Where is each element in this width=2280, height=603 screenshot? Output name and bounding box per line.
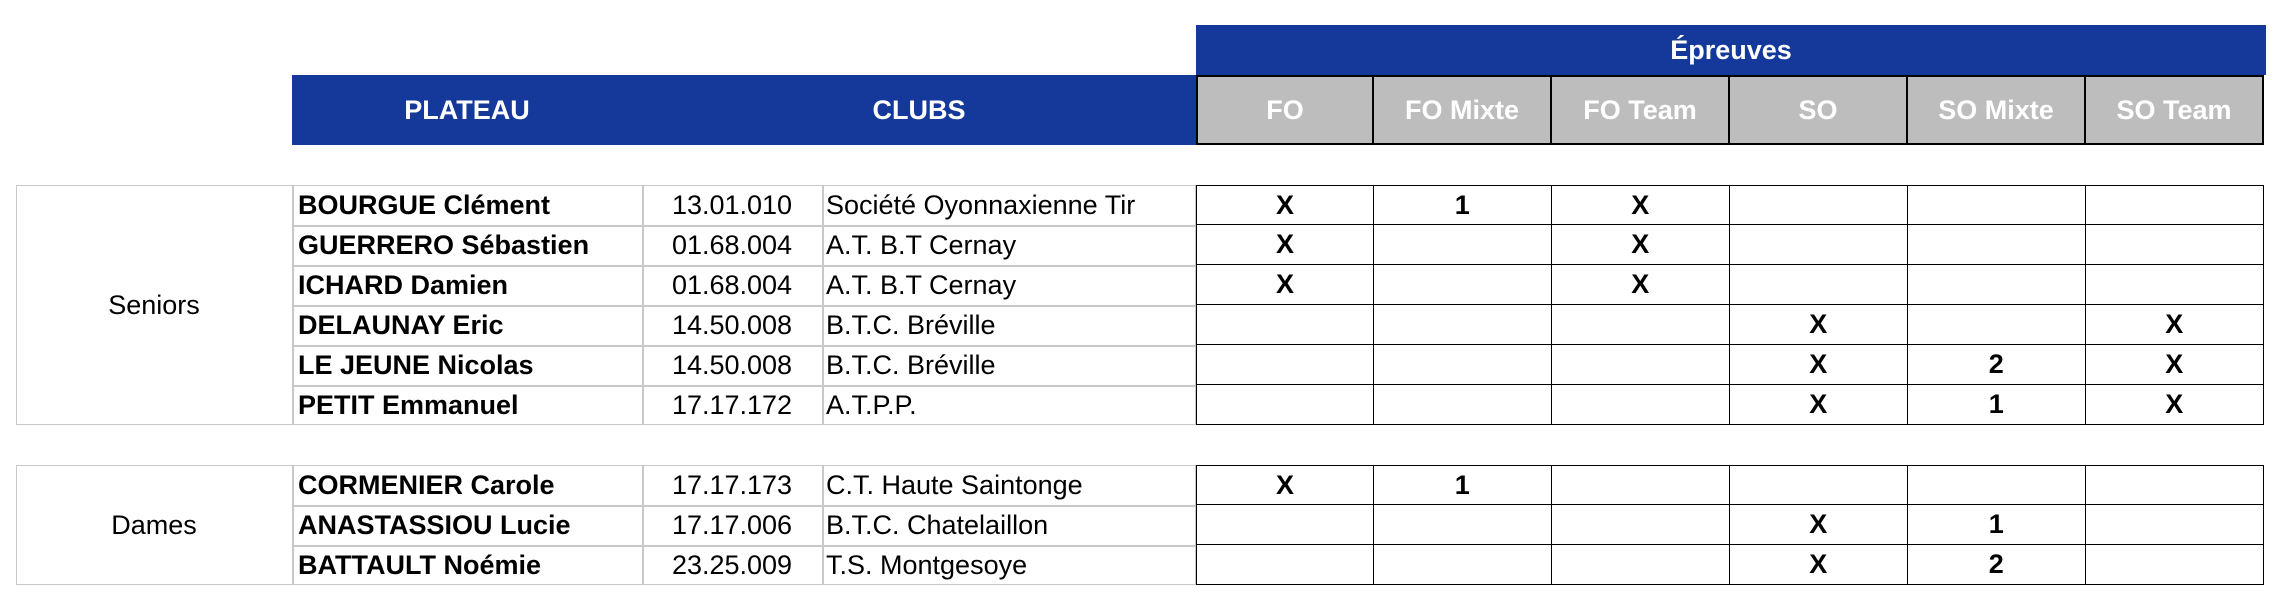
event-mark-cell: [1907, 264, 2087, 306]
event-mark-cell: [1729, 224, 1909, 266]
club-name: B.T.C. Bréville: [826, 309, 996, 340]
license-number: 17.17.173: [671, 469, 793, 500]
event-mark-cell: [1729, 185, 1909, 225]
license-number: 17.17.006: [671, 509, 793, 540]
event-header-cell: [1906, 75, 2086, 145]
competitor-name: DELAUNAY Eric: [298, 309, 504, 340]
event-mark-cell: X: [1196, 264, 1374, 306]
event-header-label: SO Mixte: [1938, 94, 2054, 125]
event-mark-cell: [1373, 344, 1553, 386]
event-mark-cell: [1907, 304, 2087, 346]
event-mark-cell: X: [1551, 185, 1731, 225]
event-mark-cell: [1907, 224, 2087, 266]
event-header-label: SO Team: [2116, 94, 2232, 125]
event-header-label: SO: [1798, 94, 1838, 125]
event-mark-cell: X: [2085, 304, 2265, 346]
event-mark-cell: [2085, 544, 2265, 586]
event-mark-cell: [2085, 504, 2265, 546]
event-mark-cell: [1907, 465, 2087, 505]
event-mark-cell: [1551, 544, 1731, 586]
event-header-cell: [1550, 75, 1730, 145]
event-mark-cell: X: [1729, 304, 1909, 346]
event-mark-cell: [1196, 304, 1374, 346]
license-number: 01.68.004: [671, 269, 793, 300]
event-header-label: FO Team: [1583, 94, 1697, 125]
competitor-name: CORMENIER Carole: [298, 469, 555, 500]
license-number: 01.68.004: [671, 229, 793, 260]
event-mark-cell: [1907, 185, 2087, 225]
event-mark-cell: [1373, 384, 1553, 426]
clubs-label: CLUBS: [872, 94, 966, 125]
event-mark-cell: [1373, 224, 1553, 266]
event-header-cell: [1196, 75, 1374, 145]
event-header-cell: [1728, 75, 1908, 145]
category-label: Dames: [111, 509, 197, 540]
event-mark-cell: [1196, 504, 1374, 546]
event-mark-cell: [2085, 185, 2265, 225]
event-mark-cell: 2: [1907, 344, 2087, 386]
event-mark-cell: X: [2085, 344, 2265, 386]
license-number: 23.25.009: [671, 549, 793, 580]
license-number: 17.17.172: [671, 389, 793, 420]
event-header-label: FO: [1266, 94, 1304, 125]
event-mark-cell: [1729, 465, 1909, 505]
club-name: A.T.P.P.: [826, 389, 917, 420]
event-mark-cell: 1: [1373, 465, 1553, 505]
event-mark-cell: [1196, 344, 1374, 386]
event-mark-cell: X: [1551, 224, 1731, 266]
event-mark-cell: [1373, 264, 1553, 306]
event-mark-cell: X: [1729, 504, 1909, 546]
competitor-name: BATTAULT Noémie: [298, 549, 541, 580]
event-mark-cell: [1551, 504, 1731, 546]
event-mark-cell: [1729, 264, 1909, 306]
event-mark-cell: [1551, 344, 1731, 386]
competitor-name: ICHARD Damien: [298, 269, 509, 300]
event-mark-cell: X: [1729, 344, 1909, 386]
event-mark-cell: X: [1551, 264, 1731, 306]
event-mark-cell: [1551, 384, 1731, 426]
epreuves-label: Épreuves: [1670, 34, 1792, 65]
event-header-label: FO Mixte: [1404, 94, 1519, 125]
competitor-name: LE JEUNE Nicolas: [298, 349, 534, 380]
event-mark-cell: [2085, 264, 2265, 306]
event-mark-cell: X: [2085, 384, 2265, 426]
event-mark-cell: [1551, 465, 1731, 505]
event-mark-cell: 1: [1907, 504, 2087, 546]
club-name: B.T.C. Chatelaillon: [826, 509, 1049, 540]
competitor-name: GUERRERO Sébastien: [298, 229, 590, 260]
license-number: 13.01.010: [671, 189, 793, 220]
plateau-label: PLATEAU: [404, 94, 530, 125]
event-mark-cell: X: [1729, 544, 1909, 586]
event-header-cell: [2084, 75, 2264, 145]
event-mark-cell: [2085, 465, 2265, 505]
event-mark-cell: X: [1196, 185, 1374, 225]
event-mark-cell: X: [1729, 384, 1909, 426]
license-number: 14.50.008: [671, 309, 793, 340]
club-name: B.T.C. Bréville: [826, 349, 996, 380]
competitor-name: PETIT Emmanuel: [298, 389, 519, 420]
event-mark-cell: [1373, 504, 1553, 546]
event-header-cell: [1372, 75, 1552, 145]
competitor-name: ANASTASSIOU Lucie: [298, 509, 571, 540]
event-mark-cell: [1196, 544, 1374, 586]
category-label: Seniors: [108, 289, 200, 320]
license-number: 14.50.008: [671, 349, 793, 380]
event-mark-cell: [1373, 304, 1553, 346]
event-mark-cell: [1551, 304, 1731, 346]
club-name: C.T. Haute Saintonge: [826, 469, 1083, 500]
event-mark-cell: [1373, 544, 1553, 586]
competitor-name: BOURGUE Clément: [298, 189, 551, 220]
club-name: T.S. Montgesoye: [826, 549, 1028, 580]
event-mark-cell: [1196, 384, 1374, 426]
epreuves-header: [1196, 25, 2266, 75]
event-mark-cell: X: [1196, 465, 1374, 505]
event-mark-cell: 2: [1907, 544, 2087, 586]
clubs-header: [642, 75, 1196, 145]
event-mark-cell: [2085, 224, 2265, 266]
club-name: Société Oyonnaxienne Tir: [826, 189, 1136, 220]
plateau-header: [292, 75, 642, 145]
event-mark-cell: 1: [1373, 185, 1553, 225]
event-mark-cell: X: [1196, 224, 1374, 266]
club-name: A.T. B.T Cernay: [826, 229, 1017, 260]
event-mark-cell: 1: [1907, 384, 2087, 426]
club-name: A.T. B.T Cernay: [826, 269, 1017, 300]
